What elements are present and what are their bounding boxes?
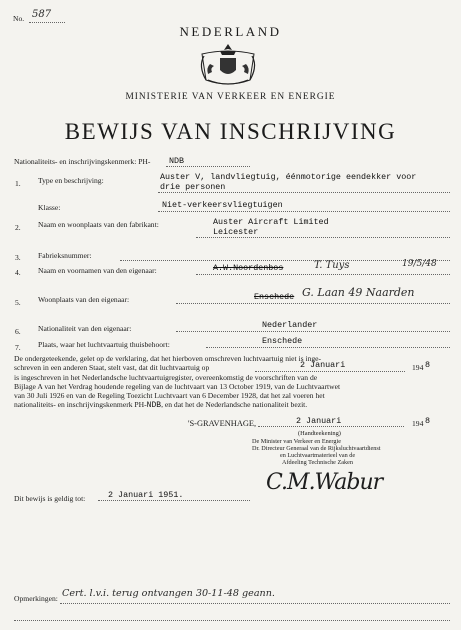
- remarks-label: Opmerkingen:: [14, 594, 58, 603]
- field-number: 7.: [15, 343, 21, 352]
- field-number: 2.: [15, 223, 21, 232]
- declaration-text: nationaliteits- en inschrijvingskenmerk PH-: [14, 400, 147, 409]
- certificate-number: 587: [32, 9, 52, 20]
- dotted-rule: [158, 211, 450, 212]
- nationality-mark-label: Nationaliteits- en inschrijvingskenmerk: PH-: [14, 157, 151, 166]
- remarks-handwritten: Cert. l.v.i. terug ontvangen 30-11-48 geann.: [62, 588, 275, 599]
- dotted-rule: [206, 347, 450, 348]
- owner-residence-handwritten: G. Laan 49 Naarden: [302, 286, 415, 299]
- field-label: Naam en voornamen van den eigenaar:: [38, 266, 157, 275]
- declaration-line: is ingeschreven in het Nederlandsche luchtvaartuigregister, overeenkomstig de voorschriften van de: [14, 373, 318, 382]
- signature-title-line: Afdeeling Technische Zaken: [282, 459, 353, 466]
- manufacturer-value-line2: Leicester: [213, 227, 259, 237]
- dotted-rule: [158, 192, 450, 193]
- field-number: 3.: [15, 253, 21, 262]
- dotted-rule: [60, 603, 450, 604]
- document-title: BEWIJS VAN INSCHRIJVING: [64, 119, 397, 144]
- home-base-value: Enschede: [262, 336, 303, 346]
- field-label: Nationaliteit van den eigenaar:: [38, 324, 132, 333]
- field-label: Plaats, waar het luchtvaartuig thuisbehoort:: [38, 340, 170, 349]
- field-label: Type en beschrijving:: [38, 176, 104, 185]
- dotted-rule: [120, 260, 450, 261]
- dotted-rule: [176, 331, 450, 332]
- declaration-text: , en dat het de Nederlandsche nationaliteit bezit.: [161, 400, 308, 409]
- country-heading: NEDERLAND: [179, 24, 282, 39]
- owner-residence-value: Enschede: [254, 292, 295, 302]
- type-description-value: Auster V, landvliegtuig, éénmotorige eendekker voor: [160, 172, 417, 182]
- issue-year-prefix: 194: [412, 419, 424, 428]
- dotted-rule: [176, 303, 450, 304]
- field-label: Klasse:: [38, 203, 61, 212]
- dotted-rule: [255, 371, 405, 372]
- field-number: 6.: [15, 327, 21, 336]
- registration-date: 2 Januari: [300, 360, 346, 370]
- ministry-heading: MINISTERIE VAN VERKEER EN ENERGIE: [125, 92, 336, 102]
- signature-title-line: Dr. Directeur Generaal van de Rijksluchtvaartdienst: [252, 445, 381, 452]
- field-label: Naam en woonplaats van den fabrikant:: [38, 220, 159, 229]
- dotted-rule: [98, 500, 250, 501]
- issue-year-digit: 8: [425, 416, 431, 426]
- dotted-rule: [29, 22, 65, 23]
- declaration-mark: NDB: [146, 401, 162, 410]
- dotted-rule: [166, 166, 250, 167]
- class-value: Niet-verkeersvliegtuigen: [162, 200, 283, 210]
- declaration-line: De ondergeteekende, gelet op de verklaring, dat het hierboven omschreven luchtvaartuig niet is inge-: [14, 354, 322, 363]
- manufacturer-value: Auster Aircraft Limited: [213, 217, 329, 227]
- validity-label: Dit bewijs is geldig tot:: [14, 494, 86, 503]
- signature-label: (Handteekening): [298, 430, 341, 437]
- declaration-line: Bijlage A van het Verdrag houdende regeling van de luchtvaart van 13 October 1919, van de Luchtvaartwet: [14, 382, 341, 391]
- declaration-line: van 30 Juli 1926 en van de Regeling Toezicht Luchtvaart van 6 December 1928, dat het zal voeren het: [14, 391, 325, 400]
- owner-date-handwritten: 19/5/48: [402, 259, 437, 269]
- field-number: 4.: [15, 268, 21, 277]
- dotted-rule: [196, 237, 450, 238]
- owner-name-value: A.W.Noordenbos: [213, 263, 284, 273]
- dotted-rule: [196, 274, 450, 275]
- owner-name-handwritten: T. Tuys: [314, 260, 350, 271]
- signature-title-line: De Minister van Verkeer en Energie: [252, 438, 341, 445]
- coat-of-arms-icon: [196, 42, 260, 88]
- place-of-issue: 'S-GRAVENHAGE,: [188, 419, 257, 428]
- declaration-line: [14, 400, 307, 410]
- signature-title-line: en Luchtvaartmaterieel van de: [280, 452, 356, 459]
- field-number: 5.: [15, 298, 21, 307]
- type-description-value-line2: drie personen: [160, 182, 226, 192]
- registration-year-prefix: 194: [412, 363, 424, 372]
- owner-nationality-value: Nederlander: [262, 320, 318, 330]
- nationality-mark-value: NDB: [169, 156, 185, 166]
- validity-value: 2 Januari 1951.: [108, 490, 184, 500]
- field-number: 1.: [15, 179, 21, 188]
- declaration-line: schreven in een anderen Staat, stelt vast, dat dit luchtvaartuig op: [14, 363, 210, 372]
- certificate-number-label: No.: [13, 14, 25, 23]
- field-label: Fabrieksnummer:: [38, 251, 92, 260]
- issue-date: 2 Januari: [296, 416, 342, 426]
- signature: C.M.Wabur: [266, 470, 383, 495]
- dotted-rule: [14, 620, 450, 621]
- field-label: Woonplaats van den eigenaar:: [38, 295, 130, 304]
- registration-year-digit: 8: [425, 360, 431, 370]
- dotted-rule: [258, 426, 404, 427]
